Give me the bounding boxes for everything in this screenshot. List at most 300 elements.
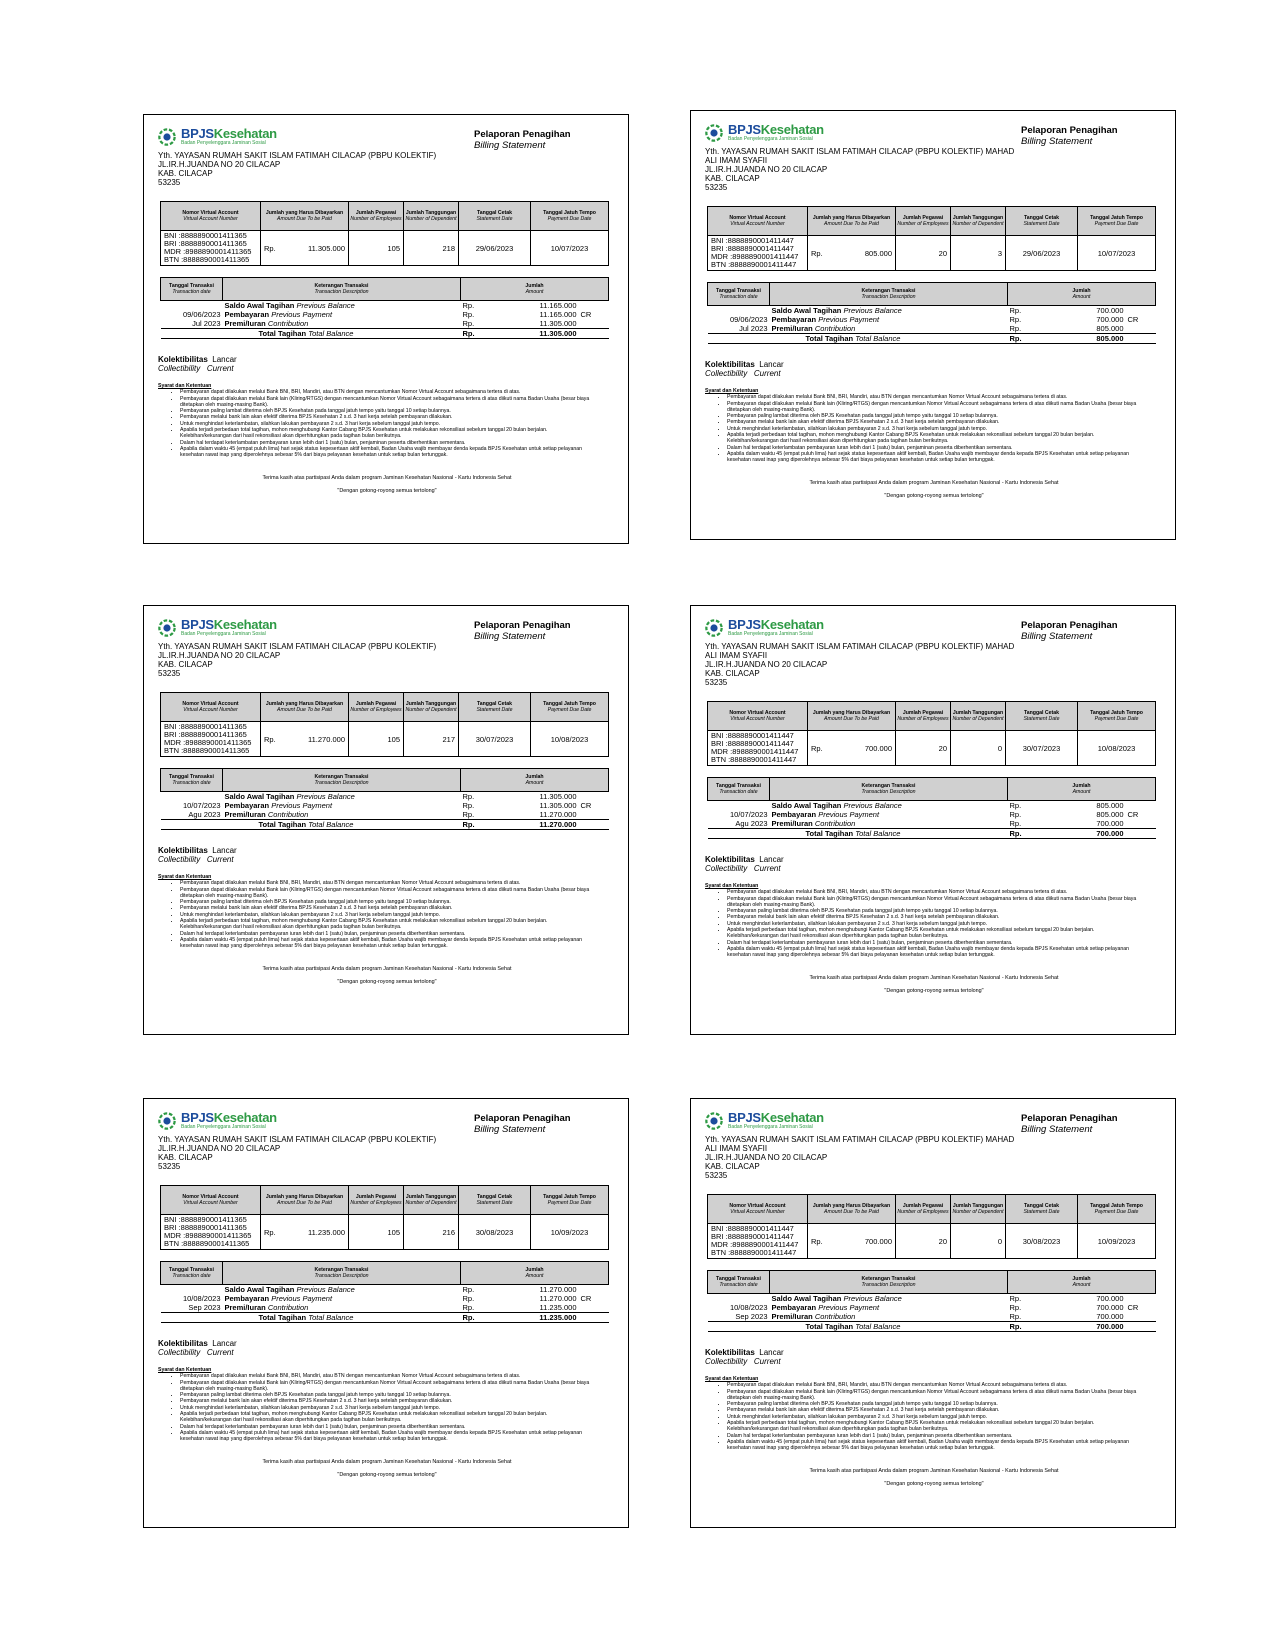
virtual-accounts xyxy=(708,731,808,766)
previous-payment-label: Pembayaran Previous Payment xyxy=(771,1303,880,1312)
col-employees-header: Jumlah Pegawai Number of Employees xyxy=(896,702,951,731)
term-item: • Pembayaran dapat dilakukan melalui Bank BNI, BRI, Mandiri, atau BTN dengan mencantumkan Nomor Virtual Account sebagaimana tertera di atas. xyxy=(180,1373,598,1379)
term-item: • Pembayaran dapat dilakukan melalui Bank BNI, BRI, Mandiri, atau BTN dengan mencantumkan Nomor Virtual Account sebagaimana tertera di atas. xyxy=(180,389,598,395)
thank-you-note: Terima kasih atas partisipasi Anda dalam program Jaminan Kesehatan Nasional - Kartu Indonesia Sehat xyxy=(262,475,512,481)
table-row xyxy=(708,1224,1156,1259)
bpjs-emblem-icon xyxy=(705,1112,723,1130)
table-row xyxy=(161,1285,609,1295)
payment-date: 10/08/2023 xyxy=(182,1294,221,1303)
recipient-address xyxy=(158,1135,618,1171)
term-item: • Untuk menghindari keterlambatan, silahkan lakukan pembayaran 2 s.d. 3 hari kerja sebelum tanggal jatuh tempo. xyxy=(180,421,598,427)
table-row xyxy=(708,819,1156,829)
term-item: • Pembayaran dapat dilakukan melalui Bank BNI, BRI, Mandiri, atau BTN dengan mencantumkan Nomor Virtual Account sebagaimana tertera di atas. xyxy=(727,889,1145,895)
report-header xyxy=(474,1113,571,1135)
report-header xyxy=(1021,620,1118,642)
brand-subtitle: Badan Penyelenggara Jaminan Sosial xyxy=(181,631,266,637)
contribution-label: Premi/Iuran Contribution xyxy=(771,819,856,828)
table-row xyxy=(161,319,609,329)
brand-main: BPJS xyxy=(728,1110,761,1125)
collectibility: Kolektibilitas Lancar Collectibility Current xyxy=(705,360,784,378)
employees-count: 105 xyxy=(349,722,404,757)
term-item: • Pembayaran dapat dilakukan melalui Bank lain (Kliring/RTGS) dengan mencantumkan Nomor Virtual Account sebagaimana tertera di atas diikuti nama Badan Usaha (besar biaya ditetapkan oleh masing-masing Bank). xyxy=(727,1389,1145,1402)
col-payment-due-header: Tanggal Jatuh Tempo Payment Due Date xyxy=(531,693,609,722)
address-line: JL.IR.H.JUANDA NO 20 CILACAP xyxy=(158,651,281,660)
payment-due-date: 10/09/2023 xyxy=(1078,1224,1156,1259)
term-item: • Pembayaran dapat dilakukan melalui Bank BNI, BRI, Mandiri, atau BTN dengan mencantumkan Nomor Virtual Account sebagaimana tertera di atas. xyxy=(727,1382,1145,1388)
col-statement-date-header: Tanggal Cetak Statement Date xyxy=(459,693,531,722)
currency: Rp. xyxy=(1008,334,1058,344)
currency: Rp. xyxy=(1009,324,1022,333)
table-row xyxy=(708,1322,1156,1332)
billing-statement xyxy=(690,1098,1176,1528)
collectibility: Kolektibilitas Lancar Collectibility Current xyxy=(158,846,237,864)
table-row xyxy=(161,231,609,266)
bpjs-logo xyxy=(158,1111,277,1130)
thank-you-note: Terima kasih atas partisipasi Anda dalam program Jaminan Kesehatan Nasional - Kartu Indonesia Sehat xyxy=(262,1459,512,1465)
amount-due: Rp. 700.000 xyxy=(808,1224,896,1259)
currency: Rp. xyxy=(462,1294,475,1303)
term-item: • Pembayaran melalui bank lain akan efektif diterima BPJS Kesehatan 2 s.d. 3 hari kerja setelah pembayaran dilakukan. xyxy=(180,905,598,911)
col-transaction-date-header: Tanggal Transaksi Transaction date xyxy=(708,778,770,801)
term-item: • Pembayaran paling lambat diterima oleh BPJS Kesehatan pada tanggal jatuh tempo yaitu tanggal 10 setiap bulannya. xyxy=(180,408,598,414)
col-amount-header: Jumlah Amount xyxy=(461,1262,609,1285)
credit-flag: CR xyxy=(1127,1303,1139,1312)
term-item: • Pembayaran melalui bank lain akan efektif diterima BPJS Kesehatan 2 s.d. 3 hari kerja setelah pembayaran dilakukan. xyxy=(727,419,1145,425)
previous-balance-label: Saldo Awal Tagihan Previous Balance xyxy=(224,301,355,310)
virtual-accounts xyxy=(161,722,261,757)
address-line: Yth. YAYASAN RUMAH SAKIT ISLAM FATIMAH CILACAP (PBPU KOLEKTIF) xyxy=(158,642,437,651)
motto: "Dengan gotong-royong semua tertolong" xyxy=(884,1481,984,1487)
virtual-account-line: BRI :8888890001411447 xyxy=(711,739,794,748)
virtual-account-line: MDR :8988890001411365 xyxy=(164,1231,252,1240)
transaction-table xyxy=(160,768,609,830)
col-employees-header: Jumlah Pegawai Number of Employees xyxy=(896,207,951,236)
recipient-address xyxy=(705,1135,1165,1180)
address-line: JL.IR.H.JUANDA NO 20 CILACAP xyxy=(705,1153,828,1162)
brand-accent: Kesehatan xyxy=(213,617,277,632)
virtual-accounts xyxy=(161,1215,261,1250)
term-item: • Dalam hal terdapat keterlambatan pembayaran iuran lebih dari 1 (satu) bulan, penjaminan peserta diberhentikan sementara. xyxy=(180,440,598,446)
terms-title: Syarat dan Ketentuan xyxy=(705,388,759,394)
term-item: • Untuk menghindari keterlambatan, silahkan lakukan pembayaran 2 s.d. 3 hari kerja sebelum tanggal jatuh tempo. xyxy=(180,912,598,918)
virtual-account-line: BRI :8888890001411447 xyxy=(711,244,794,253)
recipient-address xyxy=(705,147,1165,192)
col-payment-due-header: Tanggal Jatuh Tempo Payment Due Date xyxy=(1078,207,1156,236)
dependents-count: 0 xyxy=(951,731,1006,766)
total-balance-label: Total Tagihan Total Balance xyxy=(770,829,1008,839)
previous-balance-amount: 11.165.000 xyxy=(539,301,577,310)
recipient-address xyxy=(705,642,1165,687)
term-item: • Untuk menghindari keterlambatan, silahkan lakukan pembayaran 2 s.d. 3 hari kerja sebelum tanggal jatuh tempo. xyxy=(727,426,1145,432)
payment-due-date: 10/07/2023 xyxy=(531,231,609,266)
brand-accent: Kesehatan xyxy=(760,617,824,632)
credit-flag: CR xyxy=(1127,315,1139,324)
previous-balance-amount: 11.270.000 xyxy=(539,1285,577,1294)
billing-statement xyxy=(690,605,1176,1035)
currency: Rp. xyxy=(1008,829,1058,839)
address-line: Yth. YAYASAN RUMAH SAKIT ISLAM FATIMAH CILACAP (PBPU KOLEKTIF) xyxy=(158,1135,437,1144)
collectibility: Kolektibilitas Lancar Collectibility Current xyxy=(705,855,784,873)
statement-date: 30/08/2023 xyxy=(459,1215,531,1250)
term-item: • Apabila dalam waktu 45 (empat puluh lima) hari sejak status kepesertaan aktif kembali, Badan Usaha wajib membayar denda kepada BPJS Kesehatan untuk setiap pelayanan kesehatan rawat inap yang diperolehnya sebesar 5% dari biaya pelayanan kesehatan untuk setiap bulan tertunggak. xyxy=(180,1430,598,1443)
thank-you-note: Terima kasih atas partisipasi Anda dalam program Jaminan Kesehatan Nasional - Kartu Indonesia Sehat xyxy=(809,975,1059,981)
credit-flag: CR xyxy=(580,310,592,319)
payment-date: 10/07/2023 xyxy=(182,801,221,810)
amount-due: Rp. 11.235.000 xyxy=(261,1215,349,1250)
statement-date: 30/07/2023 xyxy=(1006,731,1078,766)
table-row xyxy=(161,1294,609,1303)
col-due-header: Jumlah yang Harus Dibayarkan Amount Due To be Paid xyxy=(261,202,349,231)
terms-title: Syarat dan Ketentuan xyxy=(158,874,212,880)
term-item: • Apabila dalam waktu 45 (empat puluh lima) hari sejak status kepesertaan aktif kembali, Badan Usaha wajib membayar denda kepada BPJS Kesehatan untuk setiap pelayanan kesehatan rawat inap yang diperolehnya sebesar 5% dari biaya pelayanan kesehatan untuk setiap bulan tertunggak. xyxy=(727,946,1145,959)
contribution-amount: 700.000 xyxy=(1096,819,1124,828)
col-statement-date-header: Tanggal Cetak Statement Date xyxy=(1006,207,1078,236)
contribution-period: Sep 2023 xyxy=(188,1303,221,1312)
bpjs-emblem-icon xyxy=(158,619,176,637)
brand-subtitle: Badan Penyelenggara Jaminan Sosial xyxy=(728,1124,813,1130)
term-item: • Apabila terjadi perbedaan total tagihan, mohon menghubungi Kantor Cabang BPJS Kesehatan untuk melakukan rekonsiliasi sebelum tanggal 20 bulan berjalan. Kelebihan/kekurangan dari hasil rekonsiliasi akan diperhitungkan pada tagihan bulan berikutnya. xyxy=(180,427,598,440)
brand-subtitle: Badan Penyelenggara Jaminan Sosial xyxy=(728,136,813,142)
previous-payment-label: Pembayaran Previous Payment xyxy=(224,1294,333,1303)
brand-main: BPJS xyxy=(728,617,761,632)
payment-due-date: 10/07/2023 xyxy=(1078,236,1156,271)
term-item: • Apabila dalam waktu 45 (empat puluh lima) hari sejak status kepesertaan aktif kembali, Badan Usaha wajib membayar denda kepada BPJS Kesehatan untuk setiap pelayanan kesehatan rawat inap yang diperolehnya sebesar 5% dari biaya pelayanan kesehatan untuk setiap bulan tertunggak. xyxy=(180,446,598,459)
virtual-account-line: BTN :8888890001411365 xyxy=(164,746,250,755)
report-title: Pelaporan Penagihan xyxy=(474,1113,571,1124)
col-amount-header: Jumlah Amount xyxy=(1008,778,1156,801)
dependents-count: 217 xyxy=(404,722,459,757)
credit-flag: CR xyxy=(580,801,592,810)
col-employees-header: Jumlah Pegawai Number of Employees xyxy=(349,202,404,231)
currency: Rp. xyxy=(461,820,511,830)
table-row xyxy=(708,731,1156,766)
table-row xyxy=(708,1294,1156,1304)
term-item: • Apabila dalam waktu 45 (empat puluh lima) hari sejak status kepesertaan aktif kembali, Badan Usaha wajib membayar denda kepada BPJS Kesehatan untuk setiap pelayanan kesehatan rawat inap yang diperolehnya sebesar 5% dari biaya pelayanan kesehatan untuk setiap bulan tertunggak. xyxy=(180,937,598,950)
contribution-period: Sep 2023 xyxy=(735,1312,768,1321)
virtual-account-line: BNI :8888890001411447 xyxy=(711,236,794,245)
thank-you-note: Terima kasih atas partisipasi Anda dalam program Jaminan Kesehatan Nasional - Kartu Indonesia Sehat xyxy=(809,1468,1059,1474)
col-va-header: Nomor Virtual Account Virtual Account Number xyxy=(708,702,808,731)
currency: Rp. xyxy=(462,810,475,819)
virtual-account-line: BTN :8888890001411447 xyxy=(711,1248,797,1257)
address-line: Yth. YAYASAN RUMAH SAKIT ISLAM FATIMAH CILACAP (PBPU KOLEKTIF) MAHAD xyxy=(705,1135,1015,1144)
total-balance-amount: 805.000 xyxy=(1058,334,1126,344)
virtual-account-line: BRI :8888890001411365 xyxy=(164,1223,247,1232)
col-va-header: Nomor Virtual Account Virtual Account Number xyxy=(708,207,808,236)
term-item: • Pembayaran dapat dilakukan melalui Bank lain (Kliring/RTGS) dengan mencantumkan Nomor Virtual Account sebagaimana tertera di atas diikuti nama Badan Usaha (besar biaya ditetapkan oleh masing-masing Bank). xyxy=(180,887,598,900)
statement-date: 30/08/2023 xyxy=(1006,1224,1078,1259)
previous-balance-amount: 700.000 xyxy=(1096,1294,1124,1303)
payment-date: 10/07/2023 xyxy=(729,810,768,819)
motto: "Dengan gotong-royong semua tertolong" xyxy=(337,1472,437,1478)
term-item: • Apabila terjadi perbedaan total tagihan, mohon menghubungi Kantor Cabang BPJS Kesehatan untuk melakukan rekonsiliasi sebelum tanggal 20 bulan berjalan. Kelebihan/kekurangan dari hasil rekonsiliasi akan diperhitungkan pada tagihan bulan berikutnya. xyxy=(180,1411,598,1424)
previous-balance-label: Saldo Awal Tagihan Previous Balance xyxy=(771,1294,902,1303)
terms-and-conditions xyxy=(705,388,1145,464)
currency: Rp. xyxy=(1009,801,1022,810)
virtual-account-line: BNI :8888890001411365 xyxy=(164,1215,247,1224)
contribution-label: Premi/Iuran Contribution xyxy=(224,319,309,328)
report-title: Pelaporan Penagihan xyxy=(1021,1113,1118,1124)
table-row xyxy=(708,1312,1156,1322)
bpjs-logo xyxy=(158,618,277,637)
terms-title: Syarat dan Ketentuan xyxy=(705,883,759,889)
total-balance-label: Total Tagihan Total Balance xyxy=(223,820,461,830)
virtual-account-line: BTN :8888890001411447 xyxy=(711,755,797,764)
total-balance-label: Total Tagihan Total Balance xyxy=(223,329,461,339)
currency: Rp. xyxy=(1009,1303,1022,1312)
col-due-header: Jumlah yang Harus Dibayarkan Amount Due To be Paid xyxy=(808,207,896,236)
contribution-amount: 805.000 xyxy=(1096,324,1124,333)
col-payment-due-header: Tanggal Jatuh Tempo Payment Due Date xyxy=(531,202,609,231)
address-line: JL.IR.H.JUANDA NO 20 CILACAP xyxy=(158,160,281,169)
term-item: • Apabila dalam waktu 45 (empat puluh lima) hari sejak status kepesertaan aktif kembali, Badan Usaha wajib membayar denda kepada BPJS Kesehatan untuk setiap pelayanan kesehatan rawat inap yang diperolehnya sebesar 5% dari biaya pelayanan kesehatan untuk setiap bulan tertunggak. xyxy=(727,1439,1145,1452)
table-row xyxy=(708,829,1156,839)
previous-payment-amount: 700.000 xyxy=(1096,315,1124,324)
bpjs-logo xyxy=(705,618,824,637)
currency: Rp. xyxy=(462,310,475,319)
term-item: • Dalam hal terdapat keterlambatan pembayaran iuran lebih dari 1 (satu) bulan, penjaminan peserta diberhentikan sementara. xyxy=(180,1424,598,1430)
col-dependents-header: Jumlah Tanggungan Number of Dependent xyxy=(951,207,1006,236)
previous-payment-label: Pembayaran Previous Payment xyxy=(771,810,880,819)
terms-and-conditions xyxy=(705,883,1145,959)
terms-and-conditions xyxy=(158,383,598,459)
previous-balance-label: Saldo Awal Tagihan Previous Balance xyxy=(771,801,902,810)
col-amount-header: Jumlah Amount xyxy=(1008,283,1156,306)
total-balance-label: Total Tagihan Total Balance xyxy=(770,334,1008,344)
report-title: Pelaporan Penagihan xyxy=(1021,620,1118,631)
address-line: KAB. CILACAP xyxy=(705,174,760,183)
currency: Rp. xyxy=(462,801,475,810)
virtual-account-line: BTN :8888890001411365 xyxy=(164,1239,250,1248)
table-row xyxy=(161,310,609,319)
table-row xyxy=(161,1215,609,1250)
address-line: JL.IR.H.JUANDA NO 20 CILACAP xyxy=(705,660,828,669)
term-item: • Dalam hal terdapat keterlambatan pembayaran iuran lebih dari 1 (satu) bulan, penjaminan peserta diberhentikan sementara. xyxy=(727,1433,1145,1439)
billing-statement xyxy=(143,605,629,1035)
term-item: • Pembayaran paling lambat diterima oleh BPJS Kesehatan pada tanggal jatuh tempo yaitu tanggal 10 setiap bulannya. xyxy=(727,1401,1145,1407)
previous-payment-amount: 11.270.000 xyxy=(539,1294,577,1303)
report-title: Pelaporan Penagihan xyxy=(474,129,571,140)
bpjs-emblem-icon xyxy=(705,619,723,637)
virtual-account-line: BTN :8888890001411447 xyxy=(711,260,797,269)
col-va-header: Nomor Virtual Account Virtual Account Number xyxy=(161,1186,261,1215)
dependents-count: 218 xyxy=(404,231,459,266)
term-item: • Pembayaran paling lambat diterima oleh BPJS Kesehatan pada tanggal jatuh tempo yaitu tanggal 10 setiap bulannya. xyxy=(727,908,1145,914)
payment-date: 10/08/2023 xyxy=(729,1303,768,1312)
table-row xyxy=(161,1313,609,1323)
report-subtitle: Billing Statement xyxy=(474,140,546,151)
billing-summary-table xyxy=(707,206,1156,271)
credit-flag: CR xyxy=(1127,810,1139,819)
bpjs-emblem-icon xyxy=(705,124,723,142)
motto: "Dengan gotong-royong semua tertolong" xyxy=(884,988,984,994)
col-transaction-desc-header: Keterangan Transaksi Transaction Description xyxy=(770,1271,1008,1294)
employees-count: 20 xyxy=(896,1224,951,1259)
report-subtitle: Billing Statement xyxy=(1021,1124,1093,1135)
virtual-account-line: BNI :8888890001411365 xyxy=(164,231,247,240)
col-employees-header: Jumlah Pegawai Number of Employees xyxy=(349,693,404,722)
term-item: • Apabila dalam waktu 45 (empat puluh lima) hari sejak status kepesertaan aktif kembali, Badan Usaha wajib membayar denda kepada BPJS Kesehatan untuk setiap pelayanan kesehatan rawat inap yang diperolehnya sebesar 5% dari biaya pelayanan kesehatan untuk setiap bulan tertunggak. xyxy=(727,451,1145,464)
col-statement-date-header: Tanggal Cetak Statement Date xyxy=(459,1186,531,1215)
credit-flag: CR xyxy=(580,1294,592,1303)
previous-payment-label: Pembayaran Previous Payment xyxy=(771,315,880,324)
term-item: • Dalam hal terdapat keterlambatan pembayaran iuran lebih dari 1 (satu) bulan, penjaminan peserta diberhentikan sementara. xyxy=(180,931,598,937)
collectibility: Kolektibilitas Lancar Collectibility Current xyxy=(705,1348,784,1366)
address-line: Yth. YAYASAN RUMAH SAKIT ISLAM FATIMAH CILACAP (PBPU KOLEKTIF) MAHAD xyxy=(705,642,1015,651)
virtual-account-line: MDR :8988890001411365 xyxy=(164,738,252,747)
statement-date: 29/06/2023 xyxy=(459,231,531,266)
total-balance-amount: 11.305.000 xyxy=(511,329,579,339)
contribution-label: Premi/Iuran Contribution xyxy=(224,1303,309,1312)
report-header xyxy=(474,129,571,151)
previous-balance-label: Saldo Awal Tagihan Previous Balance xyxy=(224,1285,355,1294)
contribution-period: Agu 2023 xyxy=(735,819,768,828)
virtual-account-line: MDR :8988890001411447 xyxy=(711,252,799,261)
col-dependents-header: Jumlah Tanggungan Number of Dependent xyxy=(404,202,459,231)
term-item: • Pembayaran melalui bank lain akan efektif diterima BPJS Kesehatan 2 s.d. 3 hari kerja setelah pembayaran dilakukan. xyxy=(180,414,598,420)
bpjs-logo xyxy=(158,127,277,146)
brand-subtitle: Badan Penyelenggara Jaminan Sosial xyxy=(181,140,266,146)
address-line: JL.IR.H.JUANDA NO 20 CILACAP xyxy=(158,1144,281,1153)
statement-date: 30/07/2023 xyxy=(459,722,531,757)
billing-summary-table xyxy=(160,201,609,266)
contribution-period: Jul 2023 xyxy=(739,324,768,333)
col-due-header: Jumlah yang Harus Dibayarkan Amount Due To be Paid xyxy=(808,1195,896,1224)
transaction-table xyxy=(160,1261,609,1323)
terms-and-conditions xyxy=(705,1376,1145,1452)
address-line: KAB. CILACAP xyxy=(158,169,213,178)
dependents-count: 3 xyxy=(951,236,1006,271)
report-subtitle: Billing Statement xyxy=(474,1124,546,1135)
address-line: ALI IMAM SYAFII xyxy=(705,156,768,165)
term-item: • Dalam hal terdapat keterlambatan pembayaran iuran lebih dari 1 (satu) bulan, penjaminan peserta diberhentikan sementara. xyxy=(727,445,1145,451)
table-row xyxy=(708,810,1156,819)
contribution-amount: 11.305.000 xyxy=(539,319,577,328)
virtual-account-line: BRI :8888890001411447 xyxy=(711,1232,794,1241)
thank-you-note: Terima kasih atas partisipasi Anda dalam program Jaminan Kesehatan Nasional - Kartu Indonesia Sehat xyxy=(262,966,512,972)
address-line: 53235 xyxy=(158,1162,181,1171)
currency: Rp. xyxy=(1009,1312,1022,1321)
col-transaction-date-header: Tanggal Transaksi Transaction date xyxy=(161,278,223,301)
virtual-account-line: MDR :8988890001411447 xyxy=(711,1240,799,1249)
currency: Rp. xyxy=(1009,819,1022,828)
term-item: • Pembayaran melalui bank lain akan efektif diterima BPJS Kesehatan 2 s.d. 3 hari kerja setelah pembayaran dilakukan. xyxy=(180,1398,598,1404)
currency: Rp. xyxy=(461,329,511,339)
term-item: • Untuk menghindari keterlambatan, silahkan lakukan pembayaran 2 s.d. 3 hari kerja sebelum tanggal jatuh tempo. xyxy=(727,1414,1145,1420)
previous-payment-amount: 11.165.000 xyxy=(539,310,577,319)
col-due-header: Jumlah yang Harus Dibayarkan Amount Due To be Paid xyxy=(808,702,896,731)
previous-payment-label: Pembayaran Previous Payment xyxy=(224,801,333,810)
currency: Rp. xyxy=(461,1313,511,1323)
virtual-account-line: BRI :8888890001411365 xyxy=(164,730,247,739)
contribution-label: Premi/Iuran Contribution xyxy=(771,324,856,333)
billing-statement xyxy=(690,110,1176,540)
amount-due: Rp. 700.000 xyxy=(808,731,896,766)
col-va-header: Nomor Virtual Account Virtual Account Number xyxy=(161,202,261,231)
table-row xyxy=(161,329,609,339)
col-dependents-header: Jumlah Tanggungan Number of Dependent xyxy=(404,1186,459,1215)
previous-balance-label: Saldo Awal Tagihan Previous Balance xyxy=(771,306,902,315)
term-item: • Pembayaran dapat dilakukan melalui Bank lain (Kliring/RTGS) dengan mencantumkan Nomor Virtual Account sebagaimana tertera di atas diikuti nama Badan Usaha (besar biaya ditetapkan oleh masing-masing Bank). xyxy=(180,1380,598,1393)
table-row xyxy=(161,301,609,311)
billing-statement xyxy=(143,1098,629,1528)
brand-accent: Kesehatan xyxy=(760,1110,824,1125)
contribution-period: Agu 2023 xyxy=(188,810,221,819)
previous-balance-label: Saldo Awal Tagihan Previous Balance xyxy=(224,792,355,801)
term-item: • Pembayaran dapat dilakukan melalui Bank lain (Kliring/RTGS) dengan mencantumkan Nomor Virtual Account sebagaimana tertera di atas diikuti nama Badan Usaha (besar biaya ditetapkan oleh masing-masing Bank). xyxy=(727,401,1145,414)
term-item: • Pembayaran dapat dilakukan melalui Bank lain (Kliring/RTGS) dengan mencantumkan Nomor Virtual Account sebagaimana tertera di atas diikuti nama Badan Usaha (besar biaya ditetapkan oleh masing-masing Bank). xyxy=(727,896,1145,909)
address-line: KAB. CILACAP xyxy=(158,660,213,669)
brand-accent: Kesehatan xyxy=(760,122,824,137)
col-transaction-desc-header: Keterangan Transaksi Transaction Description xyxy=(223,1262,461,1285)
previous-payment-amount: 805.000 xyxy=(1096,810,1124,819)
virtual-accounts xyxy=(708,1224,808,1259)
address-line: ALI IMAM SYAFII xyxy=(705,651,768,660)
total-balance-label: Total Tagihan Total Balance xyxy=(770,1322,1008,1332)
currency: Rp. xyxy=(462,301,475,310)
collectibility: Kolektibilitas Lancar Collectibility Current xyxy=(158,1339,237,1357)
address-line: KAB. CILACAP xyxy=(158,1153,213,1162)
currency: Rp. xyxy=(462,792,475,801)
col-amount-header: Jumlah Amount xyxy=(461,769,609,792)
col-dependents-header: Jumlah Tanggungan Number of Dependent xyxy=(951,1195,1006,1224)
address-line: 53235 xyxy=(705,1171,728,1180)
term-item: • Untuk menghindari keterlambatan, silahkan lakukan pembayaran 2 s.d. 3 hari kerja sebelum tanggal jatuh tempo. xyxy=(727,921,1145,927)
contribution-label: Premi/Iuran Contribution xyxy=(224,810,309,819)
total-balance-amount: 11.235.000 xyxy=(511,1313,579,1323)
payment-due-date: 10/08/2023 xyxy=(1078,731,1156,766)
term-item: • Pembayaran paling lambat diterima oleh BPJS Kesehatan pada tanggal jatuh tempo yaitu tanggal 10 setiap bulannya. xyxy=(180,899,598,905)
table-row xyxy=(161,1303,609,1313)
employees-count: 20 xyxy=(896,236,951,271)
table-row xyxy=(161,722,609,757)
bpjs-logo xyxy=(705,123,824,142)
recipient-address xyxy=(158,151,618,187)
previous-balance-amount: 805.000 xyxy=(1096,801,1124,810)
col-transaction-desc-header: Keterangan Transaksi Transaction Description xyxy=(223,278,461,301)
payment-due-date: 10/09/2023 xyxy=(531,1215,609,1250)
currency: Rp. xyxy=(1009,810,1022,819)
previous-payment-label: Pembayaran Previous Payment xyxy=(224,310,333,319)
brand-subtitle: Badan Penyelenggara Jaminan Sosial xyxy=(728,631,813,637)
thank-you-note: Terima kasih atas partisipasi Anda dalam program Jaminan Kesehatan Nasional - Kartu Indonesia Sehat xyxy=(809,480,1059,486)
address-line: 53235 xyxy=(158,178,181,187)
virtual-account-line: BTN :8888890001411365 xyxy=(164,255,250,264)
billing-summary-table xyxy=(707,1194,1156,1259)
col-statement-date-header: Tanggal Cetak Statement Date xyxy=(1006,702,1078,731)
virtual-accounts xyxy=(161,231,261,266)
brand-accent: Kesehatan xyxy=(213,126,277,141)
virtual-accounts xyxy=(708,236,808,271)
brand-main: BPJS xyxy=(181,126,214,141)
report-subtitle: Billing Statement xyxy=(474,631,546,642)
billing-summary-table xyxy=(707,701,1156,766)
payment-date: 09/06/2023 xyxy=(729,315,768,324)
col-dependents-header: Jumlah Tanggungan Number of Dependent xyxy=(951,702,1006,731)
contribution-amount: 11.235.000 xyxy=(539,1303,577,1312)
table-row xyxy=(161,810,609,820)
table-row xyxy=(708,324,1156,334)
transaction-table xyxy=(707,282,1156,344)
col-transaction-desc-header: Keterangan Transaksi Transaction Description xyxy=(770,283,1008,306)
virtual-account-line: BNI :8888890001411365 xyxy=(164,722,247,731)
total-balance-amount: 700.000 xyxy=(1058,1322,1126,1332)
contribution-period: Jul 2023 xyxy=(192,319,221,328)
employees-count: 105 xyxy=(349,1215,404,1250)
virtual-account-line: MDR :8988890001411447 xyxy=(711,747,799,756)
transaction-table xyxy=(160,277,609,339)
dependents-count: 216 xyxy=(404,1215,459,1250)
